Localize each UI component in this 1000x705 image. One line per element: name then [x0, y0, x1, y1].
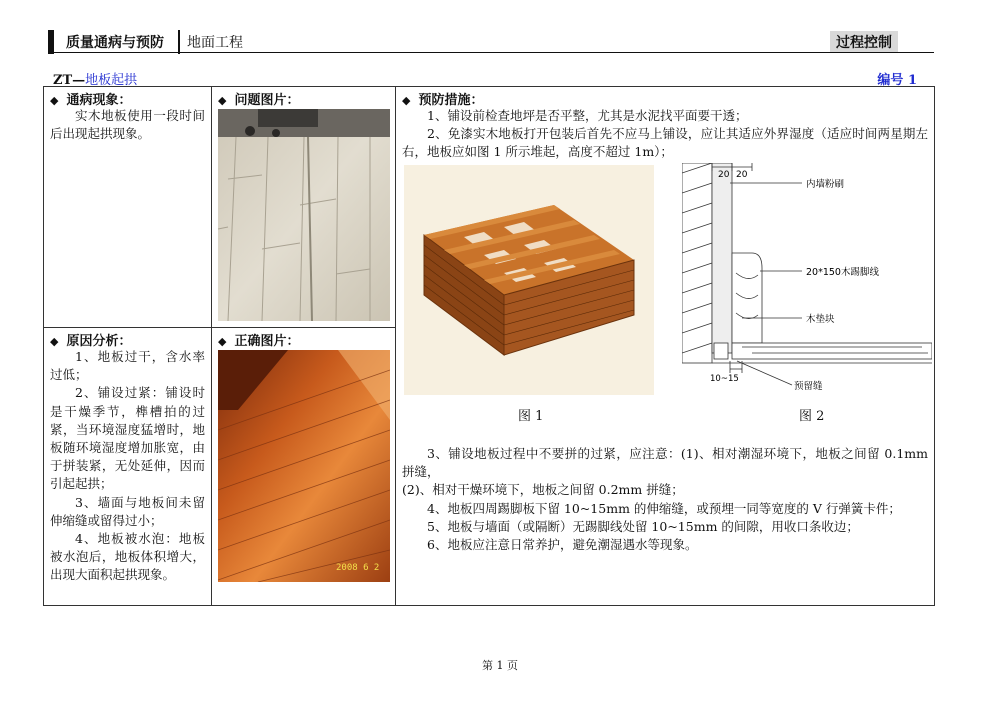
correct-floor-photo — [218, 350, 390, 582]
figure2-caption: 图 2 — [799, 409, 825, 424]
prevention-p7: 6、地板应注意日常养护，避免潮湿遇水等现象。 — [427, 537, 698, 553]
diagram-dim1: 20 — [718, 170, 730, 180]
diagram-label-reserve: 预留缝 — [794, 381, 823, 392]
symptom-cell — [43, 86, 212, 328]
cause-heading: ◆ 原因分析： — [50, 334, 132, 349]
problem-image-heading: ◆ 问题图片： — [218, 93, 300, 108]
cause-text — [50, 348, 205, 585]
header-title: 质量通病与预防 — [66, 35, 164, 51]
diagram-label-gap: 10~15 — [710, 374, 739, 384]
prevention-p6: 5、地板与墙面（或隔断）无踢脚线处留 10~15mm 的间隙，用收口条收边； — [427, 518, 859, 534]
doc-number: 编号 1 — [877, 73, 917, 88]
prevention-p1: 1、铺设前检查地坪是否平整，尤其是水泥找平面要干透； — [427, 108, 748, 123]
prevention-text-bottom — [402, 445, 928, 554]
cause-cell — [43, 327, 212, 606]
prevention-cell — [395, 86, 935, 606]
prevention-heading: ◆ 预防措施： — [402, 93, 484, 108]
cause-c2: 2、铺设过紧：铺设时是干燥季节，榫槽拍的过紧，当环境湿度猛增时，地板随环境湿度增加胀宽，由于拼装紧，无处延伸，因而引起起拱； — [50, 385, 205, 492]
header-control-badge: 过程控制 — [830, 31, 898, 53]
header-bar — [48, 30, 54, 54]
page-footer: 第 1 页 — [482, 659, 518, 672]
figure1-stacked-boards — [404, 165, 654, 395]
diagram-label-wall: 内墙粉刷 — [806, 179, 845, 190]
photo-date-stamp: 2008 6 2 — [336, 563, 380, 573]
cause-c3: 3、墙面与地板间未留伸缩缝或留得过小； — [50, 494, 205, 528]
figure2-skirting-diagram — [682, 163, 932, 403]
diagram-label-skirting: 20*150木踢脚线 — [806, 267, 879, 278]
prevention-p5: 4、地板四周踢脚板下留 10~15mm 的伸缩缝，或预埋一同等宽度的 V 行弹簧卡件； — [427, 500, 901, 516]
correct-image-cell — [211, 327, 396, 606]
problem-image-cell — [211, 86, 396, 328]
prevention-p2: 2、免漆实木地板打开包装后首先不应马上铺设，应让其适应外界湿度（适应时间两星期左右，地板应如图 1 所示堆起，高度不超过 1m）； — [402, 126, 928, 160]
page-header — [48, 30, 934, 54]
diagram-dim2: 20 — [736, 170, 748, 180]
figure1-caption: 图 1 — [518, 409, 544, 424]
symptom-text: 实木地板使用一段时间后出现起拱现象。 — [50, 108, 205, 142]
prevention-text-top — [402, 107, 928, 162]
doc-code-title: 地板起拱 — [85, 73, 138, 88]
cause-c4: 4、地板被水泡：地板被水泡后，地板体积增大，出现大面积起拱现象。 — [50, 531, 205, 583]
doc-code: ZT—地板起拱 — [53, 73, 138, 88]
problem-floor-photo — [218, 109, 390, 321]
symptom-heading: ◆ 通病现象： — [50, 93, 132, 108]
prevention-p4: (2)、相对干燥环境下，地板之间留 0.2mm 拼缝； — [402, 482, 684, 498]
prevention-p3: 3、铺设地板过程中不要拼的过紧，应注意：(1)、相对潮湿环境下，地板之间留 0.1mm 拼缝， — [402, 446, 928, 480]
header-category: 地面工程 — [187, 35, 243, 51]
diagram-label-block: 木垫块 — [806, 314, 835, 325]
correct-image-heading: ◆ 正确图片： — [218, 334, 300, 349]
header-rule — [48, 52, 934, 53]
cause-c1: 1、地板过干，含水率过低； — [50, 349, 205, 383]
header-separator — [178, 30, 180, 54]
